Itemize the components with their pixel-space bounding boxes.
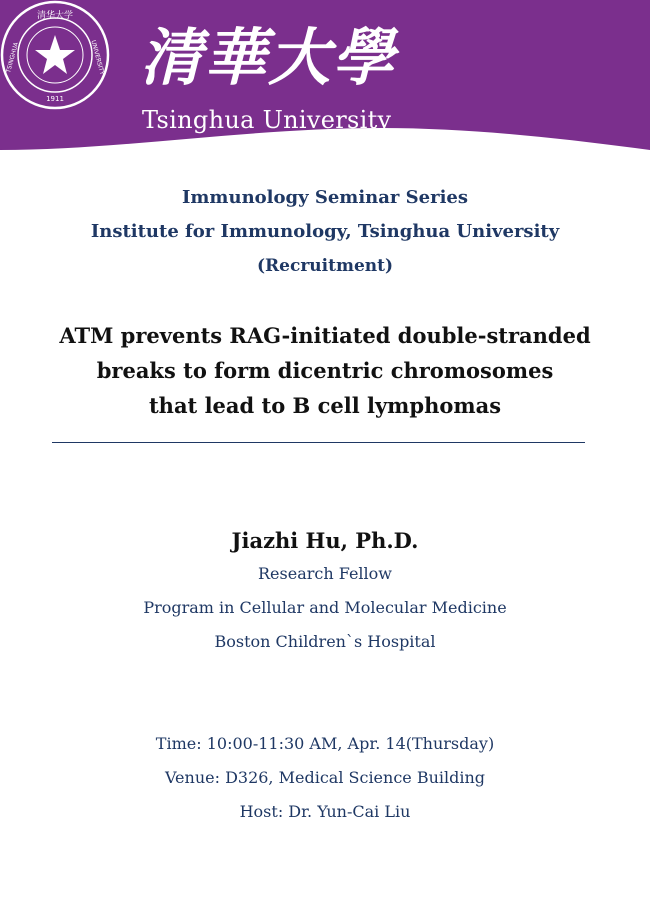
event-host: Host: Dr. Yun-Cai Liu	[239, 802, 411, 821]
talk-title-line: ATM prevents RAG-initiated double-stranded	[59, 323, 591, 348]
seminar-series-title: Immunology Seminar Series	[181, 187, 469, 208]
speaker-position: Research Fellow	[258, 564, 392, 583]
seal-text-left: TSINGHUA	[5, 41, 20, 74]
institute-name: Institute for Immunology, Tsinghua University	[90, 221, 560, 242]
university-seal-icon	[0, 0, 110, 110]
event-venue: Venue: D326, Medical Science Building	[164, 768, 486, 787]
talk-title	[40, 318, 610, 423]
seal-text-right: UNIVERSITY	[89, 39, 106, 76]
talk-title-line: that lead to B cell lymphomas	[148, 393, 502, 418]
speaker-name: Jiazhi Hu, Ph.D.	[231, 528, 419, 553]
university-logo-english: Tsinghua University	[142, 106, 392, 134]
speaker-program: Program in Cellular and Molecular Medicine	[143, 598, 507, 617]
divider	[52, 442, 585, 443]
seal-text-top: 清华大学	[36, 11, 74, 21]
university-logo-chinese: 清華大學	[140, 21, 397, 94]
seal-year: 1911	[46, 95, 64, 103]
header-banner	[0, 0, 650, 150]
event-time: Time: 10:00-11:30 AM, Apr. 14(Thursday)	[155, 734, 495, 753]
speaker-institution: Boston Children`s Hospital	[214, 632, 436, 651]
recruitment-label: (Recruitment)	[256, 256, 394, 276]
talk-title-line: breaks to form dicentric chromosomes	[96, 358, 554, 383]
